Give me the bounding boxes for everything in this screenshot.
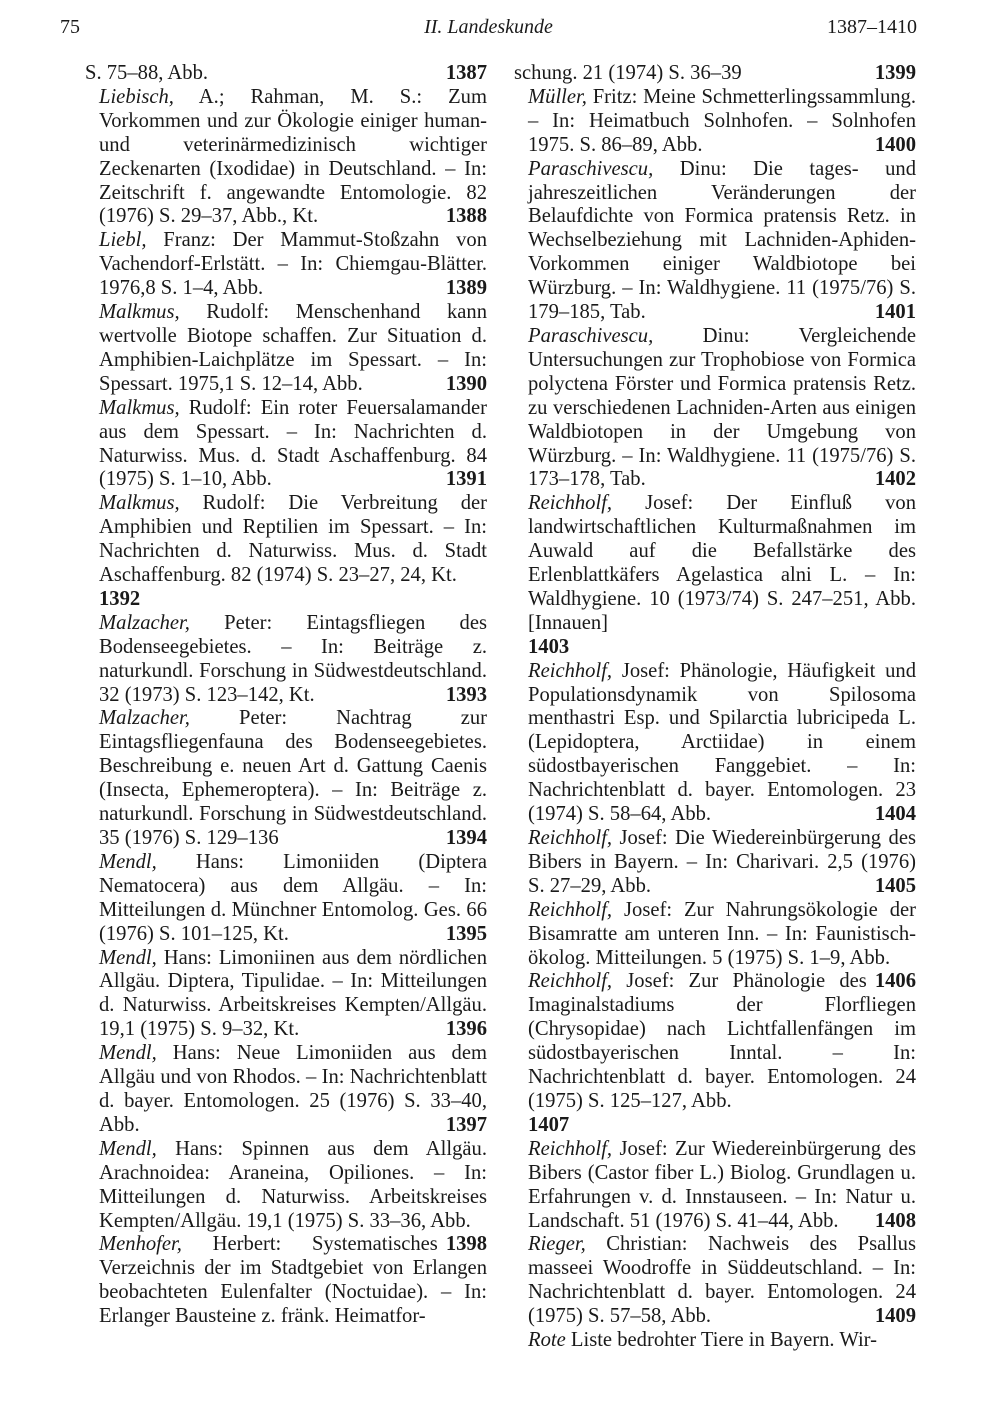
- entry-number: 1393: [445, 683, 487, 706]
- bibliography-entry: [514, 827, 916, 899]
- entry-author: Malkmus,: [99, 396, 180, 419]
- bibliography-entry: [514, 158, 916, 325]
- entry-text: Josef: Zur Phänologie des Imaginalstadiums der Florfliegen (Chrysopidae) nach Lichtfallenfängen im südostbayerischen Inntal. – In: Nachrichtenblatt d. bayer. Entomologen. 24 (1975) S. 125–127, Abb.: [528, 970, 916, 1112]
- entry-range: 1387–1410: [827, 16, 917, 38]
- entry-text: Hans: Limoniinen aus dem nördlichen Allgäu. Diptera, Tipulidae. – In: Mitteilungen d. Naturwiss. Arbeitskreises Kempten/Allgäu. 19,1 (1975) S. 9–32, Kt.: [99, 946, 487, 1041]
- entry-number: 1392: [99, 587, 141, 610]
- entry-number: 1402: [874, 468, 916, 491]
- entry-number: 1388: [445, 205, 487, 228]
- entry-author: Mendl,: [99, 1042, 157, 1065]
- bibliography-entry: [85, 492, 487, 612]
- entry-text: Herbert: Systematisches Verzeichnis der im Stadtgebiet von Erlangen beobachteten Eulenfalter (Noctuidae). – In: Erlanger Bausteine z. fränk. Heimatfor-: [99, 1233, 487, 1328]
- entry-number: 1396: [445, 1018, 487, 1041]
- entry-number: 1407: [528, 1113, 570, 1136]
- entry-author: Malkmus,: [99, 492, 180, 515]
- bibliography-entry: [514, 86, 916, 158]
- entry-number: 1405: [874, 874, 916, 897]
- bibliography-entry: [85, 1042, 487, 1138]
- entry-number: 1387: [445, 62, 487, 84]
- bibliography-entry: [85, 1233, 487, 1329]
- entry-author: Reichholf,: [528, 659, 613, 682]
- entry-author: Mendl,: [99, 1137, 157, 1160]
- entry-text: Josef: Die Wiedereinbürgerung des Bibers in Bayern. – In: Charivari. 2,5 (1976) S. 27–29, Abb.: [528, 827, 916, 897]
- entry-text: Josef: Zur Nahrungsökologie der Bisamratte am unteren Inn. – In: Faunistisch-ökolog. Mitteilungen. 5 (1975) S. 1–9, Abb.: [528, 898, 916, 969]
- entry-number: 1406: [874, 970, 916, 993]
- entry-author: Malkmus,: [99, 301, 180, 324]
- entry-author: Reichholf,: [528, 1137, 613, 1160]
- bibliography-entry: [85, 86, 487, 229]
- bibliography-entry: [85, 851, 487, 947]
- bibliography-entry: [85, 947, 487, 1043]
- bibliography-entry: [85, 612, 487, 708]
- entry-text: A.; Rahman, M. S.: Zum Vorkommen und zur Ökologie einiger human- und veterinärmedizinisch wichtiger Zeckenarten (Ixodidae) in Deutschland. – In: Zeitschrift f. angewandte Entomologie. 82 (1976) S. 29–37, Abb., Kt.: [99, 85, 487, 228]
- entry-text: Rudolf: Ein roter Feuersalamander aus dem Spessart. – In: Nachrichten d. Naturwiss. Mus. d. Stadt Aschaffenburg. 84 (1975) S. 1–10, Abb.: [99, 396, 487, 491]
- bibliography-entry: [514, 898, 916, 993]
- page-header: [60, 16, 917, 50]
- entry-number: 1400: [874, 133, 916, 156]
- entry-author: Rote: [528, 1329, 566, 1352]
- entry-number: 1404: [874, 803, 916, 826]
- entry-text: Christian: Nachweis des Psallus masseei Woodroffe in Süddeutschland. – In: Nachrichtenblatt d. bayer. Entomologen. 24 (1975) S. 57–58, Abb.: [528, 1233, 916, 1328]
- entry-number: 1401: [874, 301, 916, 324]
- entry-number: 1391: [445, 468, 487, 491]
- bibliography-entry: [514, 325, 916, 492]
- entry-text: Rudolf: Menschenhand kann wertvolle Biotope schaffen. Zur Situation d. Amphibien-Laichplätze im Spessart. – In: Spessart. 1975,1 S. 12–14, Abb.: [99, 301, 487, 395]
- bibliography-entry: [514, 970, 916, 1137]
- entry-number: 1403: [528, 635, 570, 658]
- bibliography-entry: [514, 492, 916, 659]
- entry-author: Reichholf,: [528, 827, 613, 849]
- entry-author: Paraschivescu,: [528, 157, 654, 180]
- entry-author: Reichholf,: [528, 492, 613, 515]
- bibliography-entry: [514, 62, 916, 86]
- entry-text: S. 75–88, Abb.: [85, 62, 209, 84]
- entry-author: Liebl,: [99, 229, 147, 252]
- entry-author: Liebisch,: [99, 85, 174, 108]
- bibliography-entry: [85, 62, 487, 86]
- entry-number: 1408: [874, 1209, 916, 1232]
- bibliography-entry: [85, 397, 487, 493]
- entry-author: Mendl,: [99, 946, 157, 969]
- entry-text: Hans: Limoniiden (Diptera Nematocera) aus dem Allgäu. – In: Mitteilungen d. Münchner Entomolog. Ges. 66 (1976) S. 101–125, Kt.: [99, 850, 487, 945]
- entry-number: 1390: [445, 372, 487, 395]
- entry-author: Müller,: [528, 85, 587, 108]
- entry-author: Malzacher,: [99, 611, 190, 634]
- entry-author: Reichholf,: [528, 970, 613, 993]
- left-column: [85, 62, 487, 1329]
- entry-author: Malzacher,: [99, 707, 190, 730]
- entry-author: Rieger,: [528, 1233, 586, 1256]
- entry-text: Liste bedrohter Tiere in Bayern. Wir-: [565, 1329, 877, 1352]
- entry-text: Peter: Nachtrag zur Eintagsfliegenfauna des Bodenseegebietes. Beschreibung e. neuen Art d. Gattung Caenis (Insecta, Ephemeroptera). – In: Beiträge z. naturkundl. Forschung in Südwestdeutschland. 35 (1976) S. 129–136: [99, 707, 487, 849]
- entry-number: 1394: [445, 827, 487, 849]
- entry-number: 1399: [874, 62, 916, 84]
- right-column: [514, 62, 916, 1353]
- bibliography-entry: [85, 301, 487, 397]
- entry-text: Josef: Phänologie, Häufigkeit und Populationsdynamik von Spilosoma menthastri Esp. und Spilarctia lubricipeda L. (Lepidoptera, Arctiidae) in einem südostbayerischen Fanggebiet. – In: Nachrichtenblatt d. bayer. Entomologen. 23 (1974) S. 58–64, Abb.: [528, 659, 916, 826]
- entry-text: Josef: Der Einfluß von landwirtschaftlichen Kulturmaßnahmen im Auwald auf die Befallstärke des Erlenblattkäfers Agelastica alni L. – In: Waldhygiene. 10 (1973/74) S. 247–251, Abb. [Innauen]: [528, 492, 916, 634]
- entry-text: Hans: Spinnen aus dem Allgäu. Arachnoidea: Araneina, Opiliones. – In: Mitteilungen d. Naturwiss. Arbeitskreises Kempten/Allgäu. 19,1 (1975) S. 33–36, Abb.: [99, 1137, 487, 1232]
- entry-text: Dinu: Vergleichende Untersuchungen zur Trophobiose von Formica polyctena Förster und Formica pratensis Retz. zu verschiedenen Lachniden-Arten aus einigen Waldbiotopen in der Umgebung von Würzburg. – In: Waldhygiene. 11 (1975/76) S. 173–178, Tab.: [528, 324, 916, 491]
- entry-number: 1409: [874, 1305, 916, 1328]
- section-title: II. Landeskunde: [424, 16, 553, 38]
- entry-author: Menhofer,: [99, 1233, 182, 1256]
- bibliography-entry: [85, 229, 487, 301]
- bibliography-entry: [514, 1233, 916, 1329]
- bibliography-entry: [85, 707, 487, 850]
- bibliography-entry: [514, 1329, 916, 1353]
- entry-text: Dinu: Die tages- und jahreszeitlichen Veränderungen der Belaufdichte von Formica pratensis Retz. in Wechselbeziehung mit Lachniden-Aphiden-Vorkommen einiger Waldbiotope bei Würzburg. – In: Waldhygiene. 11 (1975/76) S. 179–185, Tab.: [528, 157, 916, 324]
- entry-text: Josef: Zur Wiedereinbürgerung des Bibers (Castor fiber L.) Biolog. Grundlagen u. Erfahrungen v. d. Innstauseen. – In: Natur u. Landschaft. 51 (1976) S. 41–44, Abb.: [528, 1137, 916, 1232]
- entry-text: Hans: Neue Limoniiden aus dem Allgäu und von Rhodos. – In: Nachrichtenblatt d. bayer. Entomologen. 25 (1976) S. 33–40, Abb.: [99, 1042, 487, 1136]
- page-number: 75: [60, 16, 80, 38]
- entry-text: Franz: Der Mammut-Stoßzahn von Vachendorf-Erlstätt. – In: Chiemgau-Blätter. 1976,8 S. 1–4, Abb.: [99, 229, 487, 300]
- entry-number: 1389: [445, 277, 487, 300]
- bibliography-entry: [514, 1138, 916, 1234]
- entry-author: Reichholf,: [528, 898, 613, 921]
- entry-author: Paraschivescu,: [528, 324, 654, 347]
- entry-text: Fritz: Meine Schmetterlingssammlung. – In: Heimatbuch Solnhofen. – Solnhofen 1975. S. 86–89, Abb.: [528, 85, 916, 156]
- entry-text: Rudolf: Die Verbreitung der Amphibien und Reptilien im Spessart. – In: Nachrichten d. Naturwiss. Mus. d. Stadt Aschaffenburg. 82 (1974) S. 23–27, 24, Kt.: [99, 492, 487, 587]
- entry-number: 1395: [445, 922, 487, 945]
- entry-number: 1397: [445, 1113, 487, 1136]
- entry-text: Peter: Eintagsfliegen des Bodenseegebietes. – In: Beiträge z. naturkundl. Forschung in Südwestdeutschland. 32 (1973) S. 123–142, Kt.: [99, 611, 487, 706]
- entry-author: Mendl,: [99, 850, 157, 873]
- bibliography-entry: [514, 660, 916, 827]
- entry-number: 1398: [445, 1233, 487, 1256]
- entry-text: schung. 21 (1974) S. 36–39: [514, 62, 742, 84]
